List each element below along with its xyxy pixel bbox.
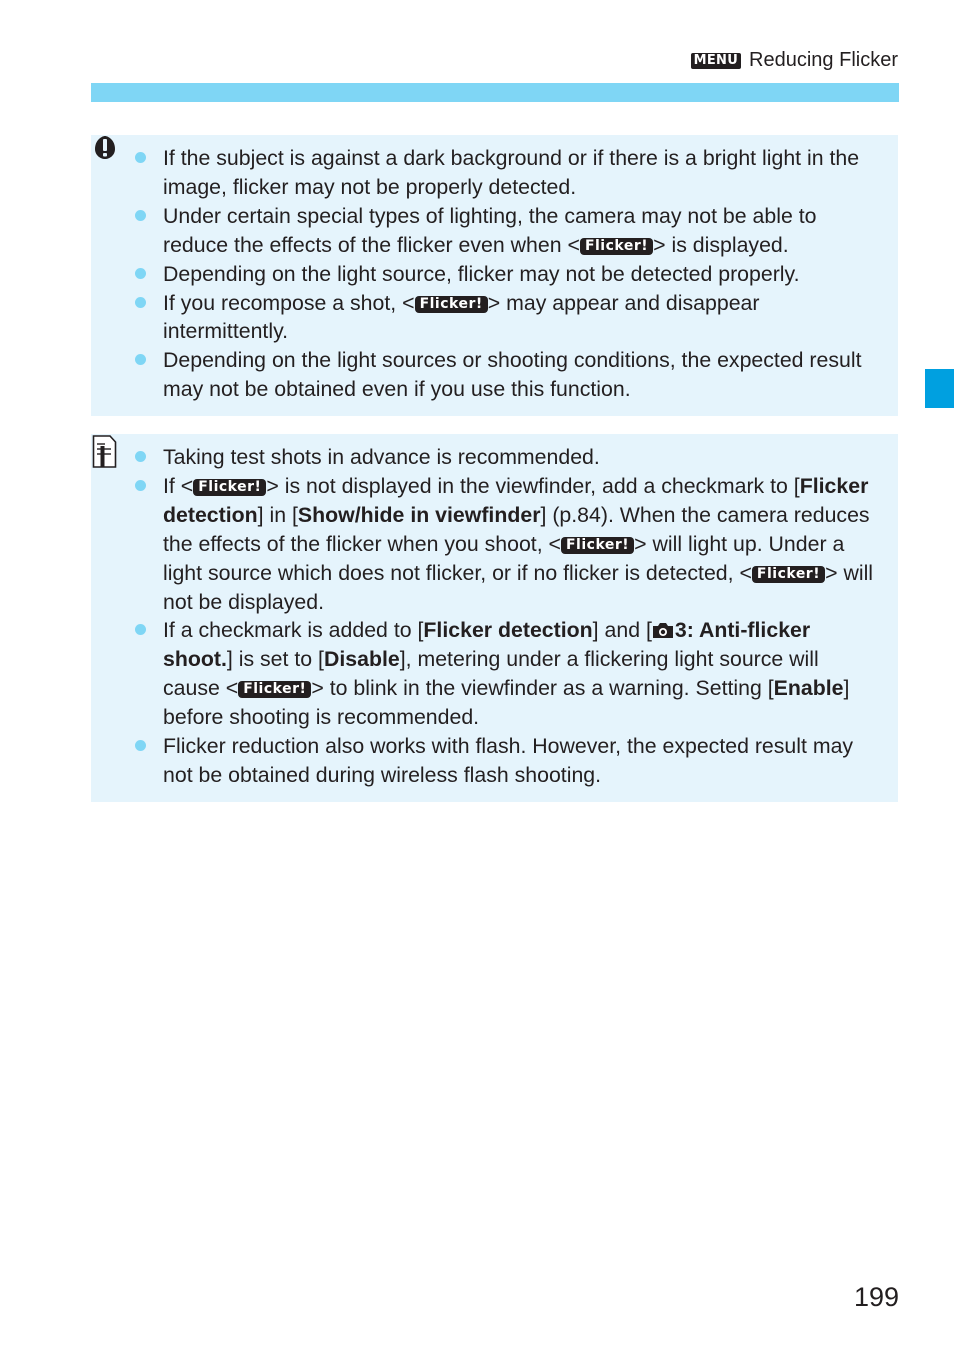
bullet-icon: [135, 354, 146, 365]
caution-box: [91, 135, 898, 416]
page-number: 199: [853, 1282, 899, 1312]
bullet-icon: [135, 297, 146, 308]
bullet-icon: [135, 451, 146, 462]
menu-icon: MENU: [691, 53, 741, 69]
page-header: [691, 49, 898, 72]
list-item: If the subject is against a dark background or if there is a bright light in the image, flicker may not be properly detected.: [163, 144, 898, 202]
list-item: If a checkmark is added to [Flicker detection] and [ 3: Anti-flicker shoot.] is set to [Disable], metering under a flickering light source will cause < Flicker! > to blink in the viewfinder as a warning. Setting [Enable] before shooting is recommended.: [163, 616, 898, 732]
camera-icon: [652, 621, 674, 639]
header-bar: [91, 83, 899, 102]
bullet-icon: [135, 268, 146, 279]
list-item: If you recompose a shot, < Flicker! > may appear and disappear intermittently.: [163, 289, 898, 347]
notes-box: [91, 434, 898, 802]
flicker-indicator-icon: Flicker!: [561, 537, 634, 554]
bullet-icon: [135, 480, 146, 491]
notes-list: [91, 443, 898, 790]
caution-icon: [91, 135, 131, 175]
flicker-indicator-icon: Flicker!: [193, 479, 266, 496]
list-item: Flicker reduction also works with flash. However, the expected result may not be obtained during wireless flash shooting.: [163, 732, 898, 790]
flicker-indicator-icon: Flicker!: [752, 566, 825, 583]
list-item: If < Flicker! > is not displayed in the viewfinder, add a checkmark to [Flicker detection] in [Show/hide in viewfinder] (p.84). When the camera reduces the effects of the flicker when you shoot, < Flicker! > will light up. Under a light source which does not flicker, or if no flicker is detected, < Flicker! > will not be displayed.: [163, 472, 898, 617]
list-item: Depending on the light sources or shooting conditions, the expected result may not be obtained even if you use this function.: [163, 346, 898, 404]
flicker-indicator-icon: Flicker!: [580, 238, 653, 255]
memo-icon: [91, 434, 131, 474]
chapter-tab: [925, 369, 954, 408]
caution-list: [91, 144, 898, 404]
list-item: Under certain special types of lighting, the camera may not be able to reduce the effects of the flicker even when < Flicker! > is displayed.: [163, 202, 898, 260]
flicker-indicator-icon: Flicker!: [415, 296, 488, 313]
bullet-icon: [135, 152, 146, 163]
list-item: Taking test shots in advance is recommended.: [163, 443, 898, 472]
bullet-icon: [135, 210, 146, 221]
flicker-indicator-icon: Flicker!: [238, 681, 311, 698]
section-title: Reducing Flicker: [749, 49, 898, 71]
list-item: Depending on the light source, flicker may not be detected properly.: [163, 260, 898, 289]
bullet-icon: [135, 624, 146, 635]
bullet-icon: [135, 740, 146, 751]
